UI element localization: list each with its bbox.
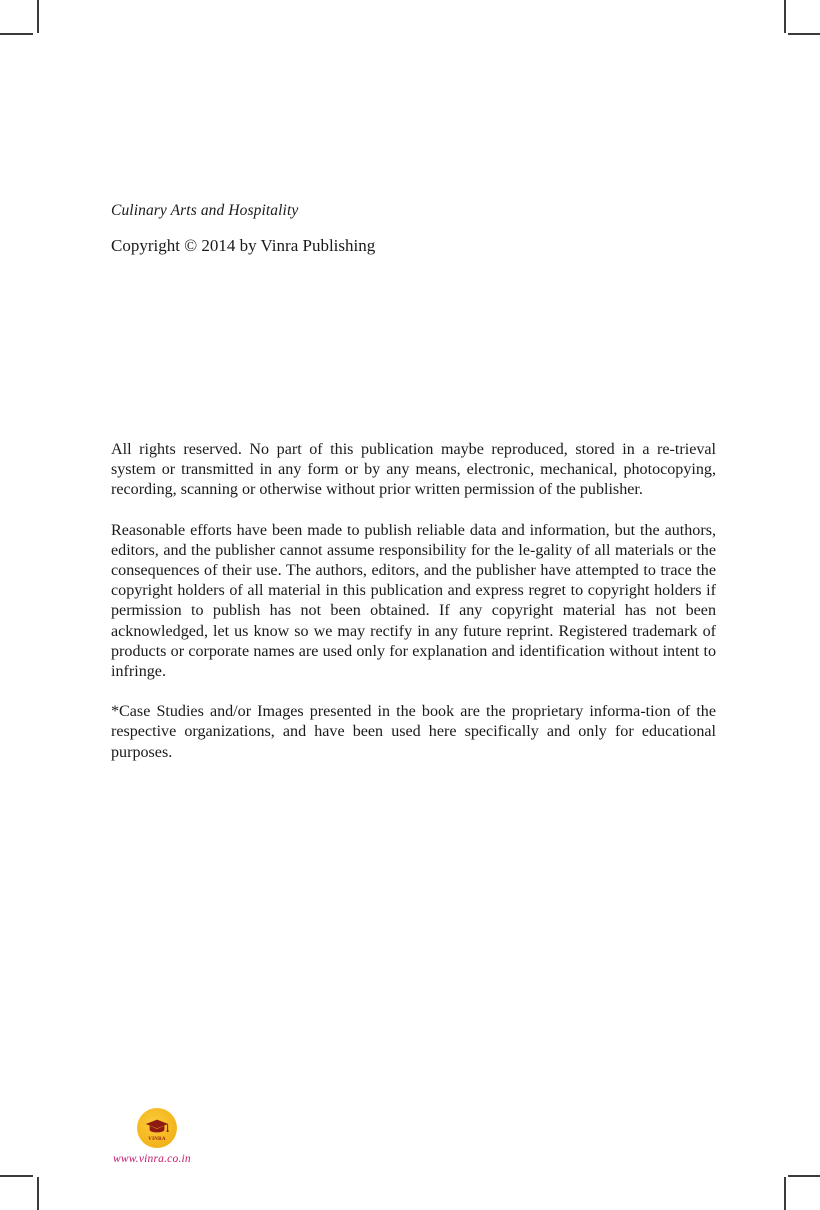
publisher-footer xyxy=(113,1108,263,1165)
crop-mark-bottom-left-horizontal xyxy=(0,1175,33,1177)
publisher-logo-icon xyxy=(137,1108,177,1148)
copyright-page xyxy=(111,0,716,1210)
crop-mark-top-left-horizontal xyxy=(0,33,33,35)
book-title: Culinary Arts and Hospitality xyxy=(111,202,299,219)
crop-mark-bottom-right-vertical xyxy=(784,1177,786,1210)
graduation-cap-icon xyxy=(145,1119,169,1134)
crop-mark-top-right-vertical xyxy=(784,0,786,33)
publisher-website-url[interactable]: www.vinra.co.in xyxy=(113,1153,191,1165)
logo-inner-text: VINRA xyxy=(148,1137,166,1142)
crop-mark-top-right-horizontal xyxy=(788,33,820,35)
crop-mark-top-left-vertical xyxy=(37,0,39,33)
legal-notice-block xyxy=(111,440,716,763)
copyright-statement: Copyright © 2014 by Vinra Publishing xyxy=(111,236,376,255)
legal-paragraph-rights-reserved: All rights reserved. No part of this publication maybe reproduced, stored in a re-trieval system or transmitted in any form or by any means, electronic, mechanical, photocopying, recording, scanning or otherwise without prior written permission of the publisher. xyxy=(111,441,716,499)
crop-mark-bottom-right-horizontal xyxy=(788,1175,820,1177)
legal-paragraph-disclaimer: Reasonable efforts have been made to publish reliable data and information, but the authors, editors, and the publisher cannot assume responsibility for the le-gality of all materials or the consequences of their use. The authors, editors, and the publisher have attempted to trace the copyright holders of all material in this publication and express regret to copyright holders if permission to publish has not been obtained. If any copyright material has not been acknowledged, let us know so we may rectify in any future reprint. Registered trademark of products or corporate names are used only for explanation and identification without intent to infringe. xyxy=(111,521,716,681)
crop-mark-bottom-left-vertical xyxy=(37,1177,39,1210)
legal-paragraph-case-studies: *Case Studies and/or Images presented in the book are the proprietary informa-tion of the respective organizations, and have been used here specifically and only for educational purposes. xyxy=(111,703,716,761)
